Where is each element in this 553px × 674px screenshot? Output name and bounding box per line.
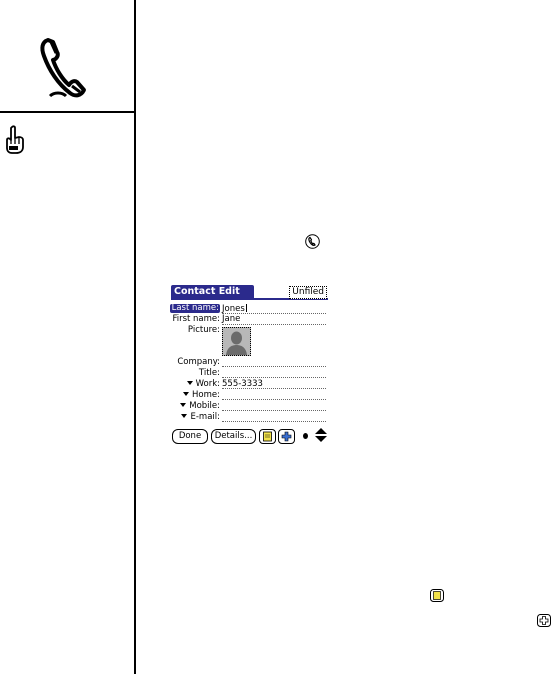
picture-label[interactable]: Picture: — [187, 325, 220, 335]
form-title: Contact Edit — [171, 285, 254, 298]
done-button[interactable]: Done — [172, 429, 208, 444]
mobile-field[interactable] — [222, 410, 326, 411]
home-label-text: Home: — [192, 390, 220, 400]
work-field[interactable]: 555-3333 — [222, 379, 263, 389]
phone-handset-icon — [38, 34, 88, 100]
email-label-text: E-mail: — [190, 412, 220, 422]
work-label[interactable] — [170, 380, 220, 389]
details-button[interactable]: Details... — [211, 429, 256, 444]
plus-icon — [279, 430, 294, 443]
pointing-hand-icon — [4, 125, 26, 155]
scroll-up-arrow[interactable] — [315, 428, 327, 434]
dropdown-triangle-icon — [180, 403, 186, 407]
title-field[interactable] — [222, 377, 326, 378]
last-name-label[interactable]: Last name: — [171, 303, 219, 313]
phone-button-icon — [305, 234, 320, 249]
plus-icon — [537, 614, 551, 627]
mobile-label-text: Mobile: — [189, 401, 220, 411]
mobile-label[interactable] — [170, 402, 220, 411]
home-label[interactable] — [170, 391, 220, 400]
beam-button[interactable] — [278, 429, 295, 444]
contact-edit-screen — [170, 285, 328, 445]
work-label-text: Work: — [195, 379, 220, 389]
dropdown-triangle-icon — [183, 392, 189, 396]
person-silhouette-icon — [223, 328, 250, 355]
work-underline — [222, 388, 326, 389]
dropdown-triangle-icon — [181, 414, 187, 418]
email-label[interactable] — [170, 413, 220, 422]
title-bar — [171, 285, 327, 299]
text-cursor — [246, 304, 247, 312]
last-name-value: Jones — [222, 304, 245, 314]
first-name-underline — [222, 324, 326, 325]
first-name-field[interactable]: Jane — [222, 314, 241, 324]
picture-placeholder[interactable] — [222, 327, 251, 356]
note-button[interactable] — [259, 429, 276, 444]
title-label[interactable]: Title: — [198, 368, 220, 378]
category-selector[interactable]: Unfiled — [289, 286, 327, 299]
company-label[interactable]: Company: — [177, 357, 220, 367]
dropdown-triangle-icon — [187, 381, 193, 385]
company-field[interactable] — [222, 366, 326, 367]
margin-rule-horizontal — [0, 111, 135, 113]
home-field[interactable] — [222, 399, 326, 400]
scroll-down-arrow[interactable] — [315, 436, 327, 442]
note-icon — [430, 589, 444, 602]
note-icon — [260, 430, 275, 443]
margin-rule-vertical — [134, 0, 136, 674]
email-field[interactable] — [222, 421, 326, 422]
scroll-dot — [303, 433, 308, 439]
first-name-label[interactable]: First name: — [172, 314, 220, 324]
